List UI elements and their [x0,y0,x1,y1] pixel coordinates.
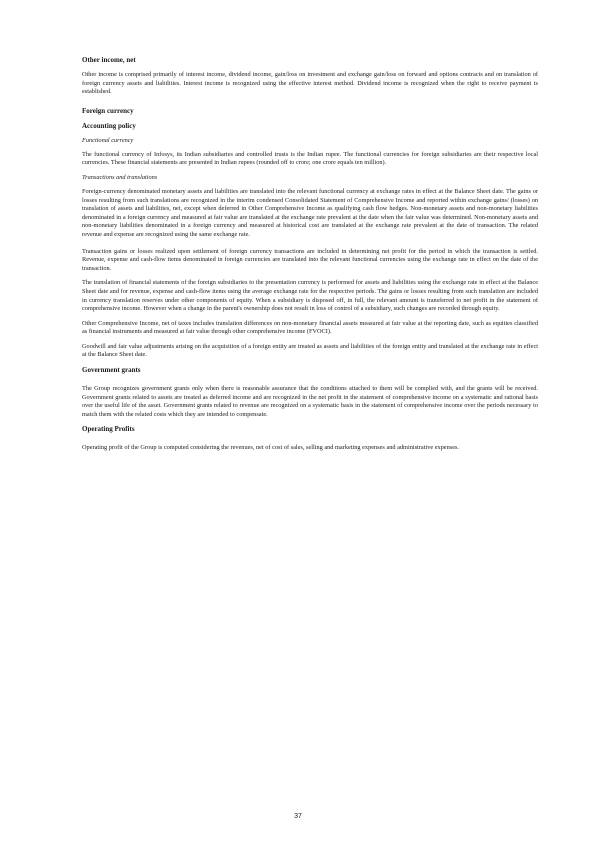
heading-operating-profits: Operating Profits [82,425,135,434]
heading-government-grants: Government grants [82,366,141,375]
paragraph-functional-currency: The functional currency of Infosys, its Indian subsidiaries and controlled trusts is the Indian rupee. The functional currencies for foreign subsidiaries are their respective local currencies. These financial statements are presented in Indian rupees (rounded off to crore; one crore equals ten million). [82,150,538,167]
heading-foreign-currency: Foreign currency [82,106,134,115]
document-page [82,56,538,453]
subheading-transactions-translations: Transactions and translations [82,173,158,181]
paragraph-transactions-5: Goodwill and fair value adjustments arising on the acquisition of a foreign entity are treated as assets and liabilities of the foreign entity and translated at the exchange rate in effect at the Balance Sheet date. [82,342,538,359]
paragraph-government-grants: The Group recognizes government grants only when there is reasonable assurance that the conditions attached to them will be complied with, and the grants will be received. Government grants related to assets are treated as deferred income and are recognized in the net profit in the statement of comprehensive income on a systematic and rational basis over the useful life of the asset. Government grants related to revenue are recognized on a systematic basis in the statement of comprehensive income over the periods necessary to match them with the related costs which they are intended to compensate. [82,385,538,418]
paragraph-transactions-1: Foreign-currency denominated monetary assets and liabilities are translated into the relevant functional currency at exchange rates in effect at the Balance Sheet date. The gains or losses resulting from such translations are recognized in the interim condensed Consolidated Statement of Comprehensive Income and reported within exchange gains/ (losses) on translation of assets and liabilities, net, except when deferred in Other Comprehensive Income as qualifying cash flow hedges. Non-monetary assets and non-monetary liabilities denominated in a foreign currency and measured at fair value are translated at the exchange rate prevalent at the date when the fair value was determined. Non-monetary assets and non-monetary liabilities denominated in a foreign currency and measured at historical cost are translated at the exchange rate prevalent at the date of transaction. The related revenue and expense are recognized using the same exchange rate. [82,187,538,238]
heading-accounting-policy: Accounting policy [82,121,136,130]
heading-other-income: Other income, net [82,56,136,64]
page-number: 37 [294,813,302,820]
paragraph-transactions-2: Transaction gains or losses realized upon settlement of foreign currency transactions are included in determining net profit for the period in which the transaction is settled. Revenue, expense and cash-flow items denominated in foreign currencies are translated into the relevant functional currencies using the exchange rate in effect on the date of the transaction. [82,247,538,272]
paragraph-transactions-4: Other Comprehensive Income, net of taxes includes translation differences on non-monetary financial assets measured at fair value at the reporting date, such as equities classified as financial instruments and measured at fair value through other comprehensive income (FVOCI). [82,319,538,336]
subheading-functional-currency: Functional currency [82,136,134,144]
paragraph-transactions-3: The translation of financial statements of the foreign subsidiaries to the presentation currency is performed for assets and liabilities using the exchange rate in effect at the Balance Sheet date and for revenue, expense and cash-flow items using the average exchange rate for the respective periods. The gains or losses resulting from such translation are included in currency translation reserves under other components of equity. When a subsidiary is disposed off, in full, the relevant amount is transferred to net profit in the statement of comprehensive income. However when a change in the parent's ownership does not result in loss of control of a subsidiary, such changes are recorded through equity. [82,279,538,313]
paragraph-other-income: Other income is comprised primarily of interest income, dividend income, gain/loss on investment and exchange gain/loss on forward and options contracts and on translation of foreign currency assets and liabilities. Interest income is recognized using the effective interest method. Dividend income is recognized when the right to receive payment is established. [82,71,538,96]
paragraph-operating-profits: Operating profit of the Group is computed considering the revenues, net of cost of sales, selling and marketing expenses and administrative expenses. [82,444,460,452]
